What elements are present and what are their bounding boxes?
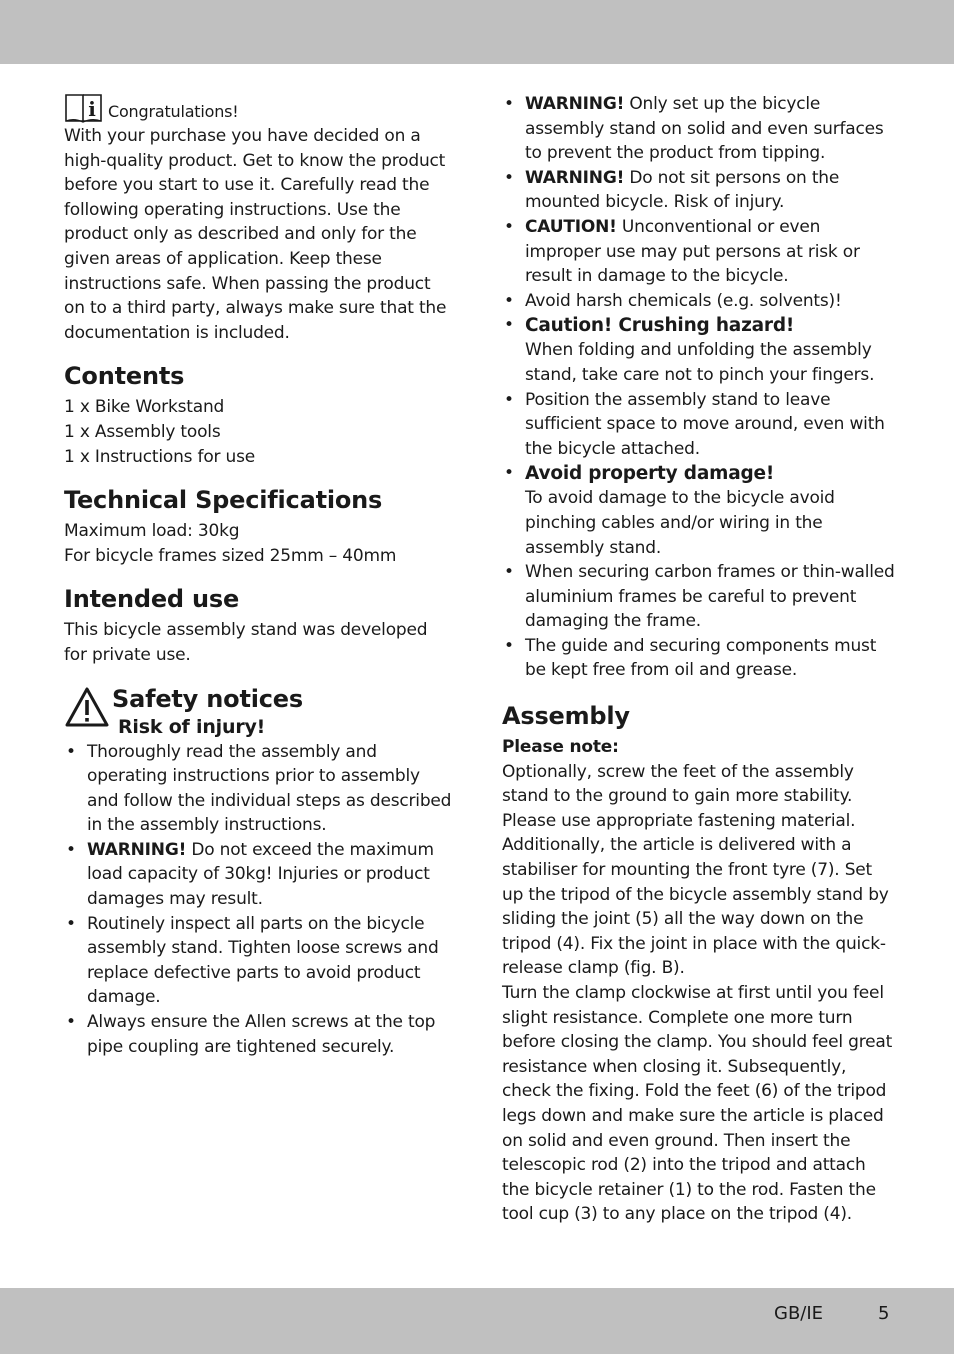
item-text: Unconventional or even improper use may put persons at risk or result in damage to the bicycle.	[525, 216, 860, 287]
assembly-title: Assembly	[502, 702, 630, 731]
safety-item	[502, 313, 896, 387]
item-text: Always ensure the Allen screws at the top pipe coupling are tightened securely.	[87, 1012, 436, 1057]
footer-language: GB/IE	[774, 1303, 824, 1324]
assembly-para-1: Optionally, screw the feet of the assembly stand to the ground to gain more stability. Please use appropriate fastening material. Additionally, the article is delivered with a stabiliser for mounting the front tyre (7). Set up the tripod of the bicycle assembly stand by sliding the joint (5) all the way down on the tripod (4). Fix the joint in place with the quick-release clamp (fig. B).	[502, 761, 889, 979]
safety-item	[502, 289, 896, 314]
item-lead: WARNING!	[525, 167, 625, 188]
item-text: Only set up the bicycle assembly stand on solid and even surfaces to prevent the product from tipping.	[525, 94, 884, 164]
safety-item	[64, 1010, 452, 1059]
page-number: 5	[878, 1303, 890, 1324]
item-lead: WARNING!	[87, 839, 187, 860]
item-text: Do not exceed the maximum load capacity of 30kg! Injuries or product damages may result.	[87, 839, 434, 910]
safety-heading	[64, 684, 452, 740]
assembly-note-label: Please note:	[502, 737, 619, 758]
contents-item: 1 x Assembly tools	[64, 421, 221, 442]
warning-triangle-icon	[64, 686, 110, 728]
intended-text: This bicycle assembly stand was developed for private use.	[64, 620, 428, 665]
safety-item	[502, 92, 896, 166]
assembly-para-2: Turn the clamp clockwise at first until you feel slight resistance. Complete one more turn before closing the clamp. You should feel great resistance when closing it. Subsequently, check the fixing. Fold the feet (6) of the tripod legs down and make sure the article is placed on solid and even ground. Then insert the telescopic rod (2) into the tripod and attach the bicycle retainer (1) to the rod. Fasten the tool cup (3) to any place on the tripod (4).	[502, 983, 893, 1225]
item-text: When folding and unfolding the assembly stand, take care not to pinch your fingers.	[525, 340, 875, 385]
assembly-section	[502, 701, 896, 1227]
header-band	[0, 0, 954, 64]
spec-line: Maximum load: 30kg	[64, 521, 240, 542]
specs-title: Technical Specifications	[64, 486, 383, 515]
safety-list-left	[64, 740, 452, 1060]
safety-item	[64, 740, 452, 838]
item-text: Position the assembly stand to leave sufficient space to move around, even with the bicycle attached.	[525, 389, 885, 459]
spec-line: For bicycle frames sized 25mm – 40mm	[64, 545, 397, 566]
manual-info-icon	[64, 92, 104, 124]
intro-text: With your purchase you have decided on a high-quality product. Get to know the product before you start to use it. Carefully read the following operating instructions. Use the product only as described and only for the given areas of application. Keep these instructions safe. When passing the product on to a third party, always make sure that the documentation is included.	[64, 126, 447, 343]
right-column	[502, 92, 896, 1227]
item-heading: • Avoid property damage!	[525, 463, 775, 485]
item-text: To avoid damage to the bicycle avoid pinching cables and/or wiring in the assembly stand.	[525, 488, 835, 558]
specs-section	[64, 485, 452, 568]
safety-item	[64, 838, 452, 912]
item-text: The guide and securing components must be kept free from oil and grease.	[525, 635, 877, 681]
item-lead: CAUTION!	[525, 216, 617, 237]
safety-item	[502, 388, 896, 462]
safety-item	[502, 560, 896, 634]
congrats-text: Congratulations!	[108, 102, 239, 121]
contents-title: Contents	[64, 362, 185, 391]
safety-subtitle: Risk of injury!	[118, 715, 266, 738]
contents-item: 1 x Bike Workstand	[64, 397, 225, 418]
safety-item	[502, 634, 896, 683]
intro-heading	[64, 92, 452, 124]
safety-item	[64, 912, 452, 1010]
svg-text:i: i	[88, 97, 96, 121]
safety-item	[502, 215, 896, 289]
item-text: When securing carbon frames or thin-walled aluminium frames be careful to prevent damaging the frame.	[525, 562, 895, 632]
safety-item	[502, 461, 896, 560]
intended-section	[64, 584, 452, 667]
item-text: Routinely inspect all parts on the bicycle assembly stand. Tighten loose screws and replace defective parts to avoid product damage.	[87, 913, 439, 1008]
left-column	[64, 92, 452, 1059]
item-heading: • Caution! Crushing hazard!	[525, 315, 795, 337]
safety-item	[502, 166, 896, 215]
item-text: Thoroughly read the assembly and operating instructions prior to assembly and follow the individual steps as described in the assembly instructions.	[87, 741, 452, 836]
safety-title: Safety notices	[112, 684, 303, 713]
item-text: Avoid harsh chemicals (e.g. solvents)!	[525, 290, 842, 311]
item-text: Do not sit persons on the mounted bicycle. Risk of injury.	[525, 167, 840, 213]
safety-list-right	[502, 92, 896, 683]
contents-section	[64, 361, 452, 469]
contents-item: 1 x Instructions for use	[64, 446, 255, 467]
intended-title: Intended use	[64, 585, 240, 614]
item-lead: WARNING!	[525, 94, 625, 114]
